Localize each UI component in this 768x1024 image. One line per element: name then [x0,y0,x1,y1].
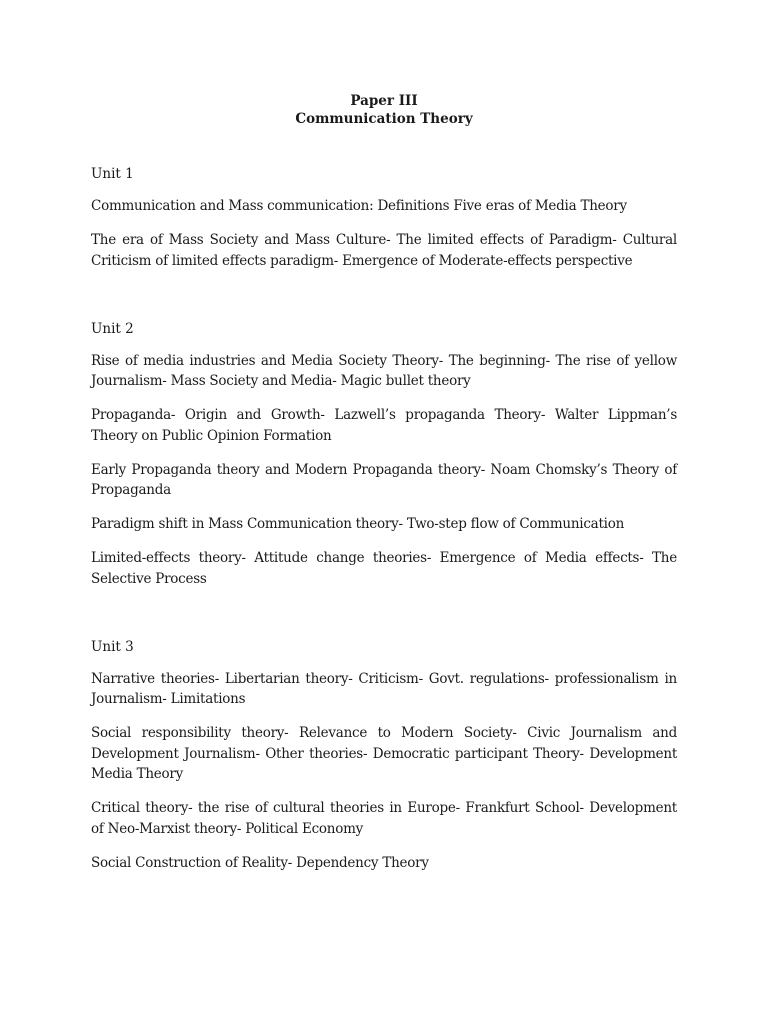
unit-paragraph: Propaganda- Origin and Growth- Lazwell’s propaganda Theory- Walter Lippman’s Theory on Public Opinion Formation [91,407,677,444]
title-block [91,92,677,128]
unit-paragraph: Paradigm shift in Mass Communication theory- Two-step flow of Communication [91,516,625,532]
unit-paragraph: Communication and Mass communication: Definitions Five eras of Media Theory [91,198,627,214]
unit-heading: Unit 1 [91,166,134,182]
unit-paragraph: Rise of media industries and Media Society Theory- The beginning- The rise of yellow Journalism- Mass Society and Media- Magic bullet theory [91,352,677,389]
unit-paragraph: Early Propaganda theory and Modern Propaganda theory- Noam Chomsky’s Theory of Propaganda [91,461,677,498]
unit-paragraph: The era of Mass Society and Mass Culture- The limited effects of Paradigm- Cultural Criticism of limited effects paradigm- Emergence of Moderate-effects perspective [91,232,677,269]
unit-1-section [91,164,677,271]
unit-paragraph: Narrative theories- Libertarian theory- Criticism- Govt. regulations- professionalism in Journalism- Limitations [91,670,677,707]
unit-heading: Unit 2 [91,320,134,337]
section-spacer [91,603,677,637]
paper-number-title: Paper III [350,93,418,109]
unit-3-section [91,637,677,874]
unit-paragraph: Social Construction of Reality- Dependency Theory [91,854,429,871]
section-spacer [91,285,677,319]
paper-subject-title: Communication Theory [295,111,473,127]
unit-paragraph: Limited-effects theory- Attitude change theories- Emergence of Media effects- The Selective Process [91,550,677,587]
unit-heading: Unit 3 [91,638,134,655]
unit-2-section [91,319,677,590]
unit-paragraph: Critical theory- the rise of cultural theories in Europe- Frankfurt School- Development of Neo-Marxist theory- Political Economy [91,800,677,837]
unit-paragraph: Social responsibility theory- Relevance to Modern Society- Civic Journalism and Development Journalism- Other theories- Democratic participant Theory- Development Media Theory [91,725,677,782]
